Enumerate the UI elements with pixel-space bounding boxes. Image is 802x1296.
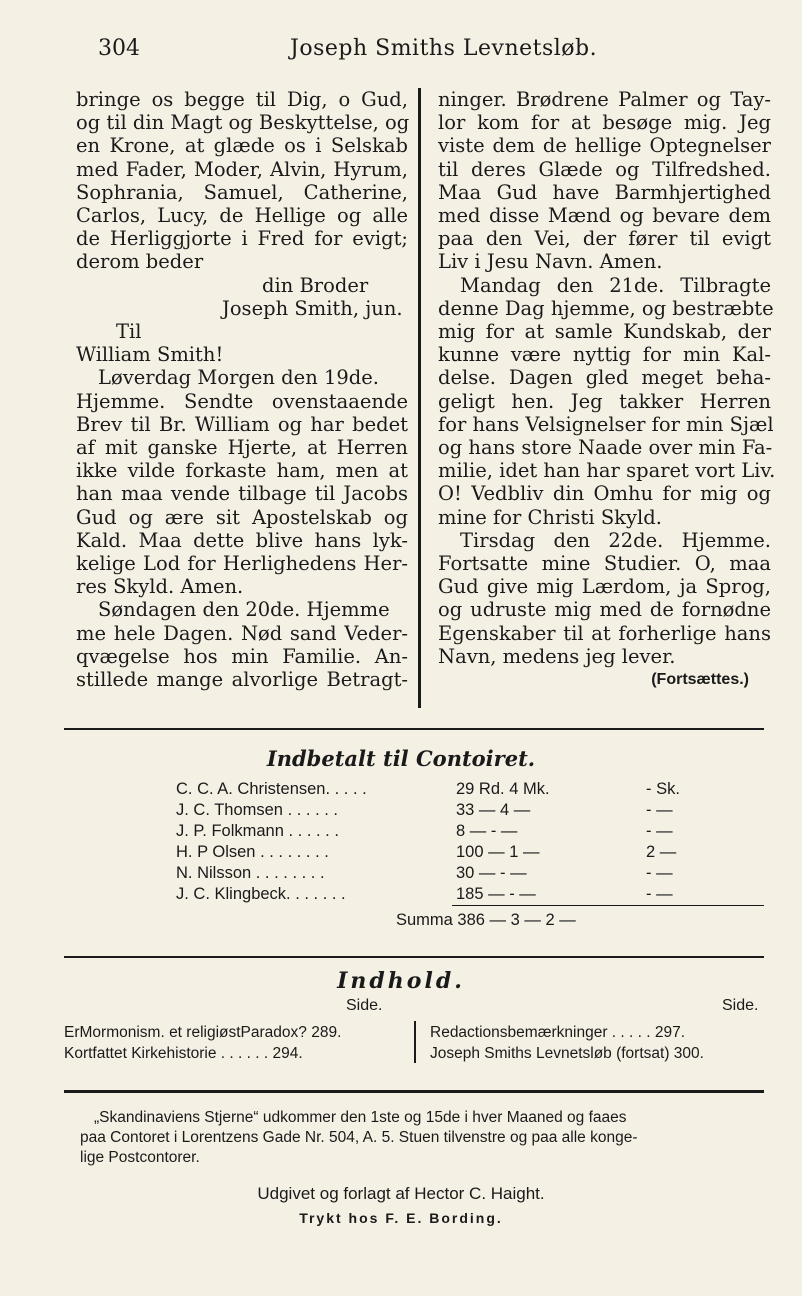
text-line: ninger. Brødrene Palmer og Tay- — [438, 88, 771, 111]
receipts-title: Indbetalt til Contoiret. — [266, 746, 536, 771]
receipt-row — [176, 801, 673, 820]
text-line: kelige Lod for Herlighedens Her- — [76, 552, 408, 576]
receipt-amount: 33 — 4 — — [456, 801, 531, 819]
side-label-right: Side. — [722, 997, 759, 1014]
side-label-left: Side. — [346, 997, 383, 1014]
text-line: Hjemme. Sendte ovenstaaende — [76, 389, 408, 413]
receipt-row — [176, 864, 673, 883]
text-line: Gud give mig Lærdom, ja Sprog, — [438, 575, 771, 599]
text-line: Brev til Br. William og har bedet — [76, 412, 408, 436]
text-line: qvægelse hos min Familie. An- — [76, 644, 408, 668]
signature-name: Joseph Smith, jun. — [222, 296, 403, 320]
continued-note: (Fortsættes.) — [651, 671, 749, 689]
section-rule — [64, 1090, 764, 1093]
text-line: bringe os begge til Dig, o Gud, — [76, 88, 408, 111]
text-line: derom beder — [76, 250, 204, 274]
receipt-name: J. C. Klingbeck. . . . . . . — [176, 885, 346, 903]
right-text-column — [438, 88, 776, 691]
text-line: O! Vedbliv din Omhu for mig og — [438, 482, 771, 506]
text-line: Tirsdag den 22de. Hjemme. — [460, 528, 771, 552]
text-line: milie, idet han har sparet vort Liv. — [438, 459, 776, 483]
text-line: delse. Dagen gled meget beha- — [438, 366, 771, 390]
text-line: paa den Vei, der fører til evigt — [438, 227, 771, 251]
text-line: Fortsatte mine Studier. O, maa — [438, 552, 771, 576]
text-line: Søndagen den 20de. Hjemme — [98, 598, 390, 622]
text-line: Egenskaber til at forherlige hans — [438, 621, 771, 645]
text-line: kunne være nyttig for min Kal- — [438, 343, 771, 367]
column-divider — [418, 88, 421, 708]
receipt-row — [176, 780, 680, 799]
receipt-sk: - — — [646, 864, 673, 882]
text-line: Sophrania, Samuel, Catherine, — [76, 180, 408, 204]
text-line: Carlos, Lucy, de Hellige og alle — [76, 204, 408, 228]
text-line: for hans Velsignelser for min Sjæl — [438, 412, 774, 436]
toc-divider — [414, 1021, 416, 1063]
receipt-amount: 29 Rd. 4 Mk. — [456, 780, 550, 798]
toc-entry: Joseph Smiths Levnetsløb (fortsat) 300. — [430, 1045, 704, 1062]
text-line: de Herliggjorte i Fred for evigt; — [76, 227, 408, 251]
signature-line: din Broder — [262, 273, 369, 297]
running-head: Joseph Smiths Levnetsløb. — [290, 36, 598, 61]
page-number: 304 — [98, 36, 140, 61]
publication-notice — [80, 1108, 764, 1168]
receipt-amount: 100 — 1 — — [456, 843, 540, 861]
receipt-sk: - — — [646, 822, 673, 840]
toc-entry: ErMormonism. et religiøstParadox? 289. — [64, 1024, 342, 1041]
text-line: til deres Glæde og Tilfredshed. — [438, 157, 771, 181]
section-rule — [64, 728, 764, 730]
receipt-amount: 8 — - — — [456, 822, 518, 840]
addressee-label: Til — [116, 320, 142, 344]
receipt-name: C. C. A. Christensen. . . . . — [176, 780, 367, 798]
text-line: stillede mange alvorlige Betragt- — [76, 668, 408, 692]
text-line: me hele Dagen. Nød sand Veder- — [76, 621, 408, 645]
receipt-sk: 2 — — [646, 843, 677, 861]
text-line: denne Dag hjemme, og bestræbte — [438, 296, 774, 320]
text-line: lor kom for at besøge mig. Jeg — [438, 111, 771, 135]
text-line: Liv i Jesu Navn. Amen. — [438, 250, 663, 274]
text-line: han maa vende tilbage til Jacobs — [76, 482, 408, 506]
text-line: af mit ganske Hjerte, at Herren — [76, 436, 408, 460]
text-line: Løverdag Morgen den 19de. — [98, 366, 379, 390]
toc-entry: Kortfattet Kirkehistorie . . . . . . 294. — [64, 1045, 303, 1062]
receipt-row — [176, 822, 673, 841]
receipt-amount: 185 — - — — [456, 885, 536, 903]
text-line: mig for at samle Kundskab, der — [438, 320, 771, 344]
text-line: og hans store Naade over min Fa- — [438, 436, 773, 460]
text-line: med Fader, Moder, Alvin, Hyrum, — [76, 157, 408, 181]
text-line: og til din Magt og Beskyttelse, og — [76, 111, 410, 135]
printer-line: Trykt hos F. E. Bording. — [299, 1210, 503, 1226]
receipts-summa: Summa 386 — 3 — 2 — — [396, 911, 576, 929]
text-line: en Krone, at glæde os i Selskab — [76, 134, 408, 158]
contents-title: Indhold. — [337, 968, 465, 994]
text-line: med disse Mænd og bevare dem — [438, 204, 771, 228]
text-line: Gud og ære sit Apostelskab og — [76, 505, 408, 529]
receipt-name: N. Nilsson . . . . . . . . — [176, 864, 325, 882]
text-line: Maa Gud have Barmhjertighed — [438, 180, 771, 204]
text-line: og udruste mig med de fornødne — [438, 598, 771, 622]
notice-line: paa Contoret i Lorentzens Gade Nr. 504, A. 5. Stuen tilvenstre og paa alle konge- — [80, 1129, 638, 1146]
receipt-name: J. P. Folkmann . . . . . . — [176, 822, 339, 840]
text-line: Navn, medens jeg lever. — [438, 644, 676, 668]
receipt-name: J. C. Thomsen . . . . . . — [176, 801, 338, 819]
receipt-name: H. P Olsen . . . . . . . . — [176, 843, 329, 861]
summa-rule — [452, 905, 764, 906]
receipt-sk: - Sk. — [646, 780, 680, 798]
receipt-row — [176, 843, 676, 862]
toc-entry: Redactionsbemærkninger . . . . . 297. — [430, 1024, 686, 1041]
receipt-sk: - — — [646, 801, 673, 819]
receipt-amount: 30 — - — — [456, 864, 527, 882]
section-rule — [64, 956, 764, 958]
notice-line: lige Postcontorer. — [80, 1149, 200, 1166]
text-line: ikke vilde forkaste ham, men at — [76, 459, 408, 483]
text-line: res Skyld. Amen. — [76, 575, 244, 599]
left-text-column — [76, 88, 408, 691]
receipt-sk: - — — [646, 885, 673, 903]
text-line: Mandag den 21de. Tilbragte — [460, 273, 771, 297]
text-line: viste dem de hellige Optegnelser — [438, 134, 771, 158]
addressee-name: William Smith! — [76, 343, 224, 367]
receipt-row — [176, 885, 673, 904]
publisher-line: Udgivet og forlagt af Hector C. Haight. — [257, 1184, 545, 1203]
text-line: mine for Christi Skyld. — [438, 505, 662, 529]
notice-line: „Skandinaviens Stjerne“ udkommer den 1ste og 15de i hver Maaned og faaes — [94, 1109, 627, 1126]
text-line: Kald. Maa dette blive hans lyk- — [76, 528, 408, 552]
text-line: geligt hen. Jeg takker Herren — [438, 389, 771, 413]
